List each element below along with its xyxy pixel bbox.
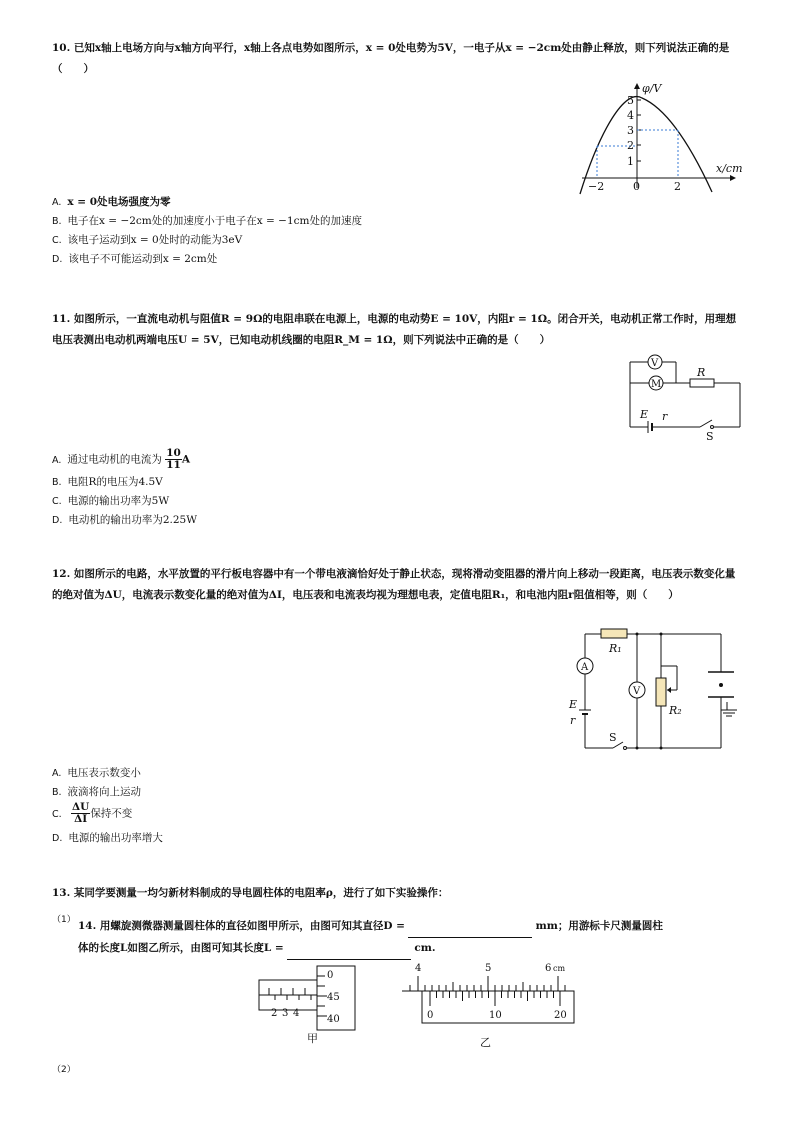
q10-option-b[interactable]: B. 电子在x = −2cm处的加速度小于电子在x = −1cm处的加速度 [52, 215, 362, 227]
motor-label: M [651, 379, 662, 390]
question-11 [52, 309, 744, 351]
question-13 [52, 883, 744, 904]
x-tick: 2 [674, 180, 681, 193]
main-scale-label: 4 [415, 963, 422, 974]
ammeter-label: A [581, 662, 589, 673]
x-axis-label: x/cm [716, 162, 743, 175]
figure-caption: 甲 [307, 1032, 318, 1045]
q11-option-a[interactable]: A. 通过电动机的电流为 $\frac{10}{11}$ A [52, 447, 190, 471]
thimble-scale: 40 [327, 1014, 340, 1025]
y-tick: 2 [627, 139, 634, 152]
y-tick: 4 [627, 109, 634, 122]
thimble-scale: 45 [327, 992, 340, 1003]
question-12-stem: 12. 如图所示的电路，水平放置的平行板电容器中有一个带电液滴恰好处于静止状态，现将滑动变阻器的滑片向上移动一段距离，电压表示数变化量的绝对值为ΔU，电流表示数变化量的绝对值为ΔI，电压表和电流表均视为理想电表，定值电阻R₁，和电池内阻r阻值相等，则（ ） [52, 568, 736, 601]
q12-option-d[interactable]: D. 电源的输出功率增大 [52, 832, 163, 844]
diameter-answer-blank[interactable] [408, 916, 532, 938]
internal-r-label: r [662, 410, 668, 423]
fraction: $\frac{10}{11}$ [166, 447, 181, 471]
main-scale-ticks [410, 976, 565, 991]
micrometer-figure [255, 962, 365, 1046]
question-14: 14. 用螺旋测微器测量圆柱体的直径如图甲所示，由图可知其直径D = mm；用游标卡尺测量圆柱 体的长度L如图乙所示，由图可知其长度L = cm. [78, 916, 744, 960]
q10-option-d[interactable]: D. 该电子不可能运动到x = 2cm处 [52, 253, 218, 265]
x-tick: 0 [633, 180, 640, 193]
q11-option-d[interactable]: D. 电动机的输出功率为2.25W [52, 514, 198, 526]
question-12 [52, 564, 744, 606]
q12-option-a[interactable]: A. 电压表示数变小 [52, 767, 141, 779]
figure-caption: 乙 [480, 1036, 491, 1049]
caliper-figure [398, 958, 578, 1050]
emf-label: E [640, 408, 649, 421]
voltmeter-label: V [651, 358, 659, 369]
part-1-number: （1） [52, 915, 76, 925]
potential-graph [570, 80, 750, 195]
voltmeter-label: V [633, 686, 641, 697]
q12-option-b[interactable]: B. 液滴将向上运动 [52, 786, 142, 798]
vernier-label: 20 [554, 1010, 567, 1021]
internal-r-label: r [570, 714, 576, 727]
question-13-stem: 13. 某同学要测量一均匀新材料制成的导电圆柱体的电阻率ρ，进行了如下实验操作： [52, 887, 449, 899]
q11-option-c[interactable]: C. 电源的输出功率为5W [52, 495, 170, 507]
micrometer-scale: 4 [293, 1008, 300, 1019]
q12-option-c[interactable]: C. $\frac{\Delta U}{\Delta I}$ 保持不变 [52, 801, 133, 825]
switch-label: S [609, 731, 617, 744]
micrometer-scale: 3 [282, 1008, 289, 1019]
q10-option-c[interactable]: C. 该电子运动到x = 0处时的动能为3eV [52, 234, 243, 246]
x-tick: −2 [588, 180, 605, 193]
emf-label: E [569, 698, 578, 711]
length-answer-blank[interactable] [287, 938, 411, 960]
y-axis-label: φ/V [642, 82, 662, 95]
question-10-stem: 10. 已知x轴上电场方向与x轴方向平行，x轴上各点电势如图所示，x = 0处电势为5V，一电子从x = −2cm处由静止释放，则下列说法正确的是（ ） [52, 42, 730, 75]
y-tick: 3 [627, 124, 634, 137]
q11-option-b[interactable]: B. 电阻R的电压为4.5V [52, 476, 163, 488]
switch-label: S [706, 430, 714, 442]
main-scale-label: 6 [545, 963, 552, 974]
thimble-scale: 0 [327, 970, 334, 981]
micrometer-scale: 2 [271, 1008, 278, 1019]
resistor-label: R [697, 366, 706, 379]
vernier-label: 0 [427, 1010, 434, 1021]
question-11-stem: 11. 如图所示，一直流电动机与阻值R = 9Ω的电阻串联在电源上，电源的电动势E = 10V，内阻r = 1Ω。闭合开关，电动机正常工作时，用理想电压表测出电动机两端电压U = 5V，已知电动机线圈的电阻R_M = 1Ω，则下列说法中正确的是（ ） [52, 313, 737, 346]
part-2-number: （2） [52, 1065, 76, 1075]
capacitor-circuit [563, 622, 745, 758]
fraction: $\frac{\Delta U}{\Delta I}$ [72, 801, 90, 825]
q10-option-a[interactable]: A. x = 0处电场强度为零 [52, 196, 171, 208]
motor-circuit [620, 350, 748, 442]
r2-label: R₂ [669, 704, 682, 717]
vernier-label: 10 [489, 1010, 502, 1021]
main-scale-unit: cm [553, 964, 566, 973]
y-tick: 1 [627, 155, 634, 168]
r1-label: R₁ [609, 642, 622, 655]
question-10 [52, 38, 744, 80]
main-scale-label: 5 [485, 963, 492, 974]
y-tick: 5 [627, 94, 634, 107]
